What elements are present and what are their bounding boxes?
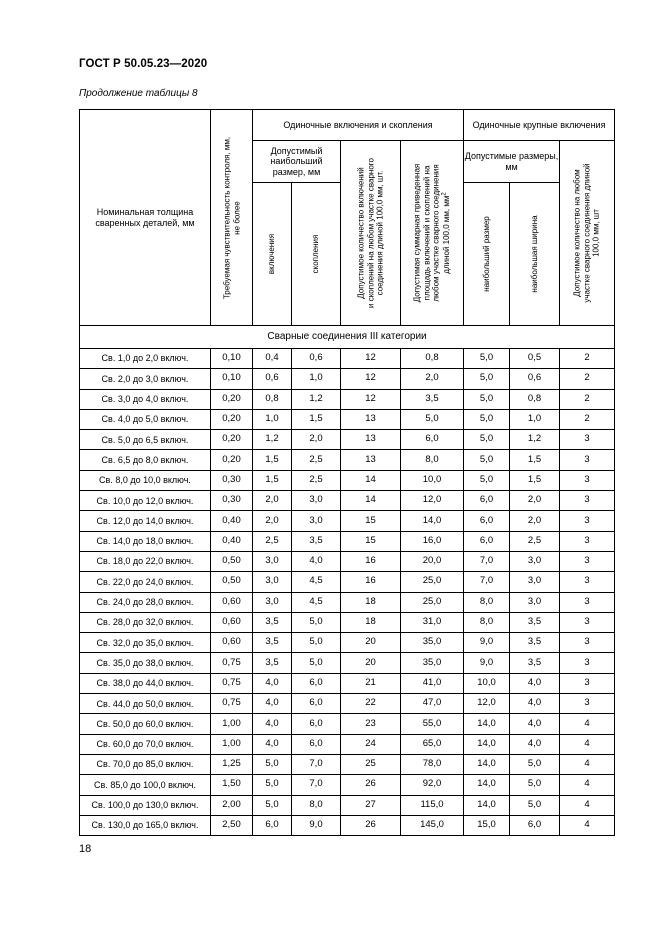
cell-range: Св. 28,0 до 32,0 включ. bbox=[80, 612, 211, 632]
cell-area: 6,0 bbox=[401, 430, 464, 450]
table-row bbox=[80, 815, 615, 835]
cell-size: 7,0 bbox=[464, 572, 510, 592]
cell-count: 26 bbox=[341, 775, 401, 795]
cell-count: 12 bbox=[341, 349, 401, 369]
table-row bbox=[80, 775, 615, 795]
cell-clust: 9,0 bbox=[292, 815, 341, 835]
cell-count_large: 3 bbox=[560, 450, 615, 470]
cell-incl: 0,6 bbox=[253, 369, 292, 389]
header-sensitivity: Требуемая чувствительность контроля, мм, не более bbox=[211, 110, 253, 326]
cell-area: 10,0 bbox=[401, 470, 464, 490]
cell-count_large: 4 bbox=[560, 775, 615, 795]
cell-count_large: 4 bbox=[560, 754, 615, 774]
cell-count: 15 bbox=[341, 531, 401, 551]
cell-area: 65,0 bbox=[401, 734, 464, 754]
cell-incl: 3,5 bbox=[253, 612, 292, 632]
cell-incl: 1,2 bbox=[253, 430, 292, 450]
cell-sensitivity: 0,75 bbox=[211, 653, 253, 673]
cell-count_large: 3 bbox=[560, 470, 615, 490]
cell-sensitivity: 0,60 bbox=[211, 633, 253, 653]
cell-clust: 7,0 bbox=[292, 775, 341, 795]
cell-size: 9,0 bbox=[464, 633, 510, 653]
cell-count_large: 4 bbox=[560, 815, 615, 835]
cell-width: 5,0 bbox=[510, 795, 560, 815]
cell-count: 16 bbox=[341, 572, 401, 592]
table-row bbox=[80, 349, 615, 369]
header-allowed-count: Допустимое количество включений и скоплений на любом участке сварного соединения длиной 100,0 мм, шт. bbox=[341, 141, 401, 326]
table-row bbox=[80, 430, 615, 450]
cell-width: 5,0 bbox=[510, 754, 560, 774]
cell-area: 55,0 bbox=[401, 714, 464, 734]
table-row bbox=[80, 491, 615, 511]
page-number: 18 bbox=[79, 843, 92, 855]
table-row bbox=[80, 450, 615, 470]
cell-sensitivity: 0,40 bbox=[211, 531, 253, 551]
cell-count_large: 2 bbox=[560, 369, 615, 389]
cell-sensitivity: 0,50 bbox=[211, 572, 253, 592]
cell-sensitivity: 0,10 bbox=[211, 369, 253, 389]
table-row bbox=[80, 694, 615, 714]
cell-count_large: 3 bbox=[560, 430, 615, 450]
cell-range: Св. 35,0 до 38,0 включ. bbox=[80, 653, 211, 673]
cell-clust: 6,0 bbox=[292, 714, 341, 734]
cell-size: 5,0 bbox=[464, 430, 510, 450]
cell-clust: 2,0 bbox=[292, 430, 341, 450]
cell-count: 12 bbox=[341, 369, 401, 389]
cell-size: 5,0 bbox=[464, 409, 510, 429]
cell-count: 25 bbox=[341, 754, 401, 774]
cell-area: 115,0 bbox=[401, 795, 464, 815]
cell-size: 14,0 bbox=[464, 714, 510, 734]
cell-incl: 3,0 bbox=[253, 592, 292, 612]
cell-sensitivity: 1,25 bbox=[211, 754, 253, 774]
table-row bbox=[80, 511, 615, 531]
header-allowed-total-area: Допустимая суммарная приведенная площадь включений и скоплений на любом участке сварного соединения длиной 100,0 мм, $мм^2$ bbox=[401, 141, 464, 326]
table-row bbox=[80, 389, 615, 409]
cell-sensitivity: 0,60 bbox=[211, 612, 253, 632]
cell-width: 1,5 bbox=[510, 450, 560, 470]
table-row bbox=[80, 653, 615, 673]
cell-clust: 1,2 bbox=[292, 389, 341, 409]
cell-clust: 0,6 bbox=[292, 349, 341, 369]
cell-sensitivity: 1,00 bbox=[211, 714, 253, 734]
table-row bbox=[80, 612, 615, 632]
cell-sensitivity: 2,50 bbox=[211, 815, 253, 835]
cell-count_large: 3 bbox=[560, 551, 615, 571]
cell-range: Св. 32,0 до 35,0 включ. bbox=[80, 633, 211, 653]
cell-width: 4,0 bbox=[510, 734, 560, 754]
cell-count: 18 bbox=[341, 612, 401, 632]
cell-clust: 6,0 bbox=[292, 694, 341, 714]
cell-size: 5,0 bbox=[464, 470, 510, 490]
cell-clust: 6,0 bbox=[292, 734, 341, 754]
cell-size: 10,0 bbox=[464, 673, 510, 693]
cell-sensitivity: 2,00 bbox=[211, 795, 253, 815]
section-title: Сварные соединения III категории bbox=[80, 326, 615, 349]
cell-count_large: 3 bbox=[560, 673, 615, 693]
cell-range: Св. 70,0 до 85,0 включ. bbox=[80, 754, 211, 774]
cell-clust: 6,0 bbox=[292, 673, 341, 693]
cell-size: 6,0 bbox=[464, 531, 510, 551]
header-allowed-sizes: Допустимые размеры, мм bbox=[464, 141, 560, 183]
cell-clust: 1,0 bbox=[292, 369, 341, 389]
cell-area: 2,0 bbox=[401, 369, 464, 389]
cell-area: 41,0 bbox=[401, 673, 464, 693]
cell-incl: 5,0 bbox=[253, 754, 292, 774]
cell-width: 0,8 bbox=[510, 389, 560, 409]
cell-incl: 3,5 bbox=[253, 633, 292, 653]
table-row bbox=[80, 592, 615, 612]
cell-clust: 4,5 bbox=[292, 592, 341, 612]
cell-width: 0,5 bbox=[510, 349, 560, 369]
cell-incl: 2,0 bbox=[253, 511, 292, 531]
cell-count: 24 bbox=[341, 734, 401, 754]
cell-width: 6,0 bbox=[510, 815, 560, 835]
cell-width: 5,0 bbox=[510, 775, 560, 795]
cell-range: Св. 1,0 до 2,0 включ. bbox=[80, 349, 211, 369]
cell-incl: 4,0 bbox=[253, 714, 292, 734]
cell-size: 8,0 bbox=[464, 612, 510, 632]
cell-count: 20 bbox=[341, 633, 401, 653]
cell-size: 5,0 bbox=[464, 389, 510, 409]
cell-range: Св. 10,0 до 12,0 включ. bbox=[80, 491, 211, 511]
cell-count: 15 bbox=[341, 511, 401, 531]
header-clusters: скопления bbox=[292, 183, 341, 326]
cell-sensitivity: 0,40 bbox=[211, 511, 253, 531]
table-row bbox=[80, 633, 615, 653]
cell-clust: 8,0 bbox=[292, 795, 341, 815]
cell-clust: 2,5 bbox=[292, 450, 341, 470]
cell-clust: 3,5 bbox=[292, 531, 341, 551]
table-row bbox=[80, 369, 615, 389]
cell-size: 8,0 bbox=[464, 592, 510, 612]
cell-clust: 4,5 bbox=[292, 572, 341, 592]
header-allowed-count-large: Допустимое количество на любом участке сварного соединения длиной 100,0 мм, шт bbox=[560, 141, 615, 326]
cell-sensitivity: 0,60 bbox=[211, 592, 253, 612]
cell-range: Св. 44,0 до 50,0 включ. bbox=[80, 694, 211, 714]
cell-sensitivity: 0,75 bbox=[211, 673, 253, 693]
cell-range: Св. 50,0 до 60,0 включ. bbox=[80, 714, 211, 734]
cell-count: 23 bbox=[341, 714, 401, 734]
cell-clust: 5,0 bbox=[292, 612, 341, 632]
cell-area: 14,0 bbox=[401, 511, 464, 531]
header-single-large-inclusions: Одиночные крупные включения bbox=[464, 110, 615, 141]
table-row bbox=[80, 551, 615, 571]
cell-count_large: 4 bbox=[560, 795, 615, 815]
cell-range: Св. 18,0 до 22,0 включ. bbox=[80, 551, 211, 571]
cell-width: 1,5 bbox=[510, 470, 560, 490]
cell-width: 3,5 bbox=[510, 633, 560, 653]
cell-area: 78,0 bbox=[401, 754, 464, 774]
cell-clust: 5,0 bbox=[292, 633, 341, 653]
cell-size: 6,0 bbox=[464, 491, 510, 511]
cell-width: 2,5 bbox=[510, 531, 560, 551]
table-row bbox=[80, 409, 615, 429]
cell-count_large: 3 bbox=[560, 531, 615, 551]
cell-size: 15,0 bbox=[464, 815, 510, 835]
cell-incl: 3,0 bbox=[253, 551, 292, 571]
cell-size: 5,0 bbox=[464, 450, 510, 470]
cell-width: 3,0 bbox=[510, 551, 560, 571]
cell-count_large: 3 bbox=[560, 572, 615, 592]
cell-count_large: 3 bbox=[560, 511, 615, 531]
cell-sensitivity: 0,30 bbox=[211, 491, 253, 511]
cell-width: 2,0 bbox=[510, 511, 560, 531]
header-single-inclusions-clusters: Одиночные включения и скопления bbox=[253, 110, 464, 141]
cell-sensitivity: 0,10 bbox=[211, 349, 253, 369]
cell-clust: 3,0 bbox=[292, 511, 341, 531]
table-row bbox=[80, 673, 615, 693]
cell-incl: 4,0 bbox=[253, 694, 292, 714]
cell-incl: 3,5 bbox=[253, 653, 292, 673]
cell-size: 14,0 bbox=[464, 754, 510, 774]
cell-size: 9,0 bbox=[464, 653, 510, 673]
cell-clust: 2,5 bbox=[292, 470, 341, 490]
cell-count: 22 bbox=[341, 694, 401, 714]
cell-width: 4,0 bbox=[510, 714, 560, 734]
cell-clust: 5,0 bbox=[292, 653, 341, 673]
cell-sensitivity: 1,50 bbox=[211, 775, 253, 795]
cell-range: Св. 24,0 до 28,0 включ. bbox=[80, 592, 211, 612]
cell-width: 3,0 bbox=[510, 592, 560, 612]
cell-count_large: 3 bbox=[560, 633, 615, 653]
cell-sensitivity: 1,00 bbox=[211, 734, 253, 754]
cell-sensitivity: 0,20 bbox=[211, 389, 253, 409]
cell-size: 5,0 bbox=[464, 369, 510, 389]
cell-area: 145,0 bbox=[401, 815, 464, 835]
cell-area: 20,0 bbox=[401, 551, 464, 571]
cell-area: 5,0 bbox=[401, 409, 464, 429]
cell-sensitivity: 0,75 bbox=[211, 694, 253, 714]
cell-count: 21 bbox=[341, 673, 401, 693]
cell-range: Св. 22,0 до 24,0 включ. bbox=[80, 572, 211, 592]
cell-count: 20 bbox=[341, 653, 401, 673]
defects-table bbox=[79, 109, 615, 836]
cell-count_large: 4 bbox=[560, 714, 615, 734]
cell-sensitivity: 0,20 bbox=[211, 450, 253, 470]
cell-range: Св. 60,0 до 70,0 включ. bbox=[80, 734, 211, 754]
cell-width: 1,0 bbox=[510, 409, 560, 429]
cell-width: 4,0 bbox=[510, 673, 560, 693]
cell-clust: 7,0 bbox=[292, 754, 341, 774]
cell-count: 12 bbox=[341, 389, 401, 409]
cell-range: Св. 8,0 до 10,0 включ. bbox=[80, 470, 211, 490]
cell-incl: 5,0 bbox=[253, 795, 292, 815]
cell-incl: 3,0 bbox=[253, 572, 292, 592]
cell-area: 0,8 bbox=[401, 349, 464, 369]
cell-count: 27 bbox=[341, 795, 401, 815]
cell-count: 18 bbox=[341, 592, 401, 612]
cell-incl: 0,8 bbox=[253, 389, 292, 409]
cell-range: Св. 38,0 до 44,0 включ. bbox=[80, 673, 211, 693]
table-row bbox=[80, 754, 615, 774]
cell-range: Св. 3,0 до 4,0 включ. bbox=[80, 389, 211, 409]
cell-count_large: 3 bbox=[560, 592, 615, 612]
cell-size: 7,0 bbox=[464, 551, 510, 571]
cell-range: Св. 2,0 до 3,0 включ. bbox=[80, 369, 211, 389]
table-row bbox=[80, 572, 615, 592]
cell-range: Св. 12,0 до 14,0 включ. bbox=[80, 511, 211, 531]
cell-area: 12,0 bbox=[401, 491, 464, 511]
document-title: ГОСТ Р 50.05.23—2020 bbox=[79, 58, 208, 70]
table-row bbox=[80, 714, 615, 734]
header-inclusions: включения bbox=[253, 183, 292, 326]
header-nominal-thickness: Номинальная толщина сваренных деталей, мм bbox=[80, 110, 211, 326]
cell-size: 6,0 bbox=[464, 511, 510, 531]
cell-count: 13 bbox=[341, 409, 401, 429]
cell-count_large: 3 bbox=[560, 694, 615, 714]
table-row bbox=[80, 470, 615, 490]
cell-width: 2,0 bbox=[510, 491, 560, 511]
cell-width: 3,5 bbox=[510, 653, 560, 673]
cell-count_large: 4 bbox=[560, 734, 615, 754]
cell-count_large: 2 bbox=[560, 409, 615, 429]
cell-size: 5,0 bbox=[464, 349, 510, 369]
cell-range: Св. 6,5 до 8,0 включ. bbox=[80, 450, 211, 470]
cell-incl: 1,0 bbox=[253, 409, 292, 429]
cell-range: Св. 14,0 до 18,0 включ. bbox=[80, 531, 211, 551]
cell-count_large: 3 bbox=[560, 612, 615, 632]
header-allowed-max-size: Допустимый наибольший размер, мм bbox=[253, 141, 341, 183]
cell-count_large: 2 bbox=[560, 349, 615, 369]
cell-size: 14,0 bbox=[464, 795, 510, 815]
header-largest-size: наибольший размер bbox=[464, 183, 510, 326]
cell-range: Св. 100,0 до 130,0 включ. bbox=[80, 795, 211, 815]
table-row bbox=[80, 795, 615, 815]
cell-incl: 2,0 bbox=[253, 491, 292, 511]
cell-count: 16 bbox=[341, 551, 401, 571]
cell-incl: 1,5 bbox=[253, 470, 292, 490]
table-caption: Продолжение таблицы 8 bbox=[79, 88, 198, 99]
cell-incl: 1,5 bbox=[253, 450, 292, 470]
cell-sensitivity: 0,20 bbox=[211, 430, 253, 450]
cell-count: 14 bbox=[341, 470, 401, 490]
cell-area: 16,0 bbox=[401, 531, 464, 551]
cell-incl: 6,0 bbox=[253, 815, 292, 835]
cell-range: Св. 130,0 до 165,0 включ. bbox=[80, 815, 211, 835]
table-row bbox=[80, 531, 615, 551]
cell-incl: 4,0 bbox=[253, 673, 292, 693]
cell-clust: 1,5 bbox=[292, 409, 341, 429]
cell-range: Св. 5,0 до 6,5 включ. bbox=[80, 430, 211, 450]
cell-width: 4,0 bbox=[510, 694, 560, 714]
cell-clust: 4,0 bbox=[292, 551, 341, 571]
cell-sensitivity: 0,30 bbox=[211, 470, 253, 490]
cell-count: 14 bbox=[341, 491, 401, 511]
cell-area: 47,0 bbox=[401, 694, 464, 714]
cell-area: 35,0 bbox=[401, 633, 464, 653]
cell-area: 25,0 bbox=[401, 592, 464, 612]
cell-clust: 3,0 bbox=[292, 491, 341, 511]
cell-range: Св. 85,0 до 100,0 включ. bbox=[80, 775, 211, 795]
cell-size: 14,0 bbox=[464, 775, 510, 795]
cell-area: 35,0 bbox=[401, 653, 464, 673]
cell-incl: 2,5 bbox=[253, 531, 292, 551]
cell-count_large: 2 bbox=[560, 389, 615, 409]
cell-area: 3,5 bbox=[401, 389, 464, 409]
cell-area: 31,0 bbox=[401, 612, 464, 632]
cell-area: 8,0 bbox=[401, 450, 464, 470]
cell-size: 14,0 bbox=[464, 734, 510, 754]
cell-size: 12,0 bbox=[464, 694, 510, 714]
cell-width: 3,5 bbox=[510, 612, 560, 632]
cell-incl: 4,0 bbox=[253, 734, 292, 754]
cell-incl: 0,4 bbox=[253, 349, 292, 369]
table-row bbox=[80, 734, 615, 754]
cell-incl: 5,0 bbox=[253, 775, 292, 795]
cell-count_large: 3 bbox=[560, 653, 615, 673]
cell-width: 1,2 bbox=[510, 430, 560, 450]
cell-sensitivity: 0,50 bbox=[211, 551, 253, 571]
cell-width: 0,6 bbox=[510, 369, 560, 389]
cell-count: 13 bbox=[341, 430, 401, 450]
cell-width: 3,0 bbox=[510, 572, 560, 592]
cell-count_large: 3 bbox=[560, 491, 615, 511]
cell-count: 13 bbox=[341, 450, 401, 470]
cell-range: Св. 4,0 до 5,0 включ. bbox=[80, 409, 211, 429]
header-largest-width: наибольшая ширина bbox=[510, 183, 560, 326]
cell-area: 25,0 bbox=[401, 572, 464, 592]
cell-count: 26 bbox=[341, 815, 401, 835]
cell-sensitivity: 0,20 bbox=[211, 409, 253, 429]
cell-area: 92,0 bbox=[401, 775, 464, 795]
